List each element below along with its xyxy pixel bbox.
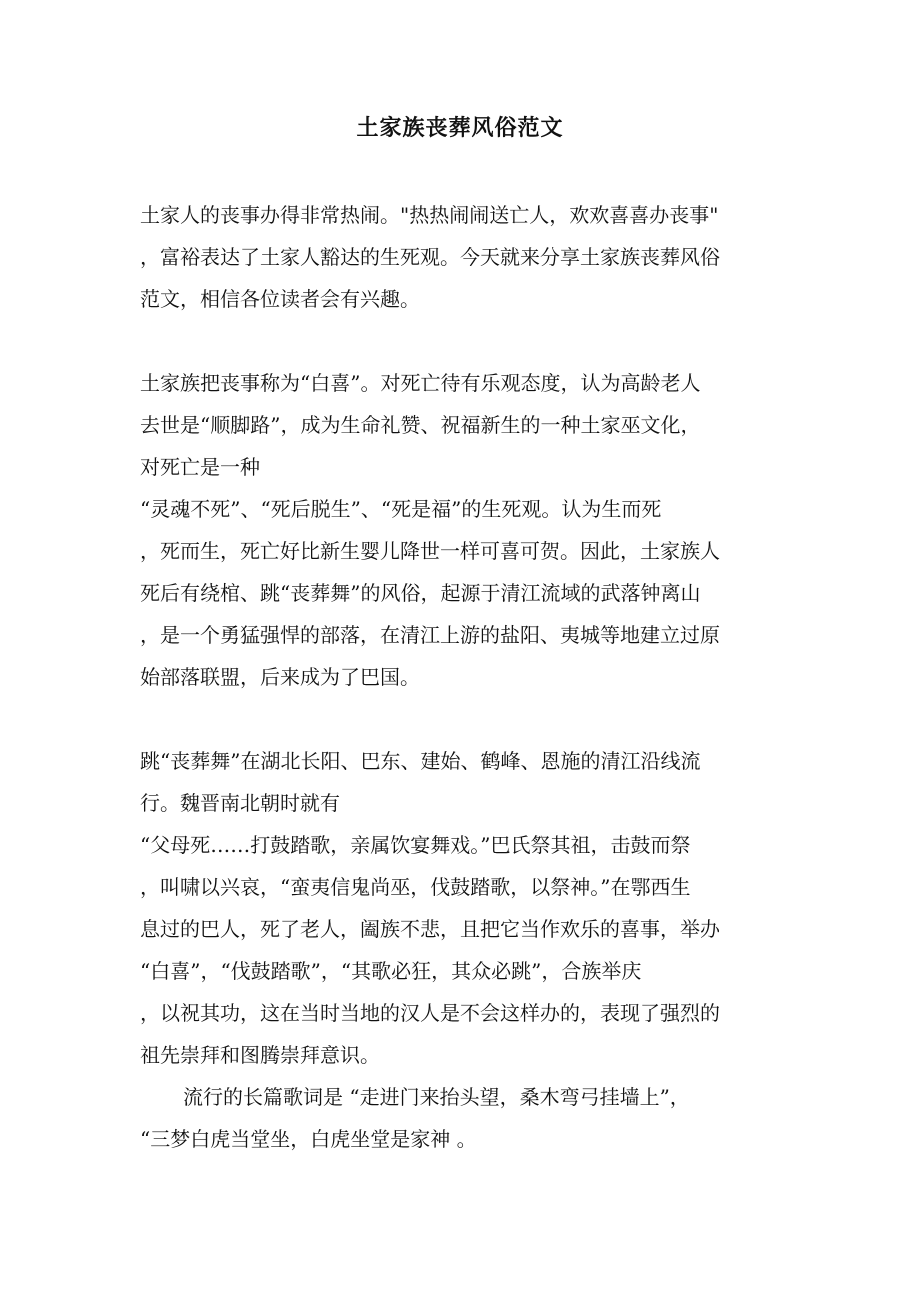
text-line: ，富裕表达了土家人豁达的生死观。今天就来分享土家族丧葬风俗 [140, 245, 720, 269]
text-line: 土家人的丧事办得非常热闹。"热热闹闹送亡人，欢欢喜喜办丧事" [140, 203, 719, 227]
text-line: “三梦白虎当堂坐，白虎坐堂是家神 。 [140, 1127, 477, 1151]
text-line: 始部落联盟，后来成为了巴国。 [140, 665, 420, 689]
text-line: ，叫啸以兴哀，“蛮夷信鬼尚巫，伐鼓踏歌，以祭神。”在鄂西生 [140, 875, 691, 899]
text-line: ，以祝其功，这在当时当地的汉人是不会这样办的，表现了强烈的 [140, 1001, 720, 1025]
text-line: 死后有绕棺、跳“丧葬舞”的风俗，起源于清江流域的武落钟离山 [140, 581, 701, 605]
text-line: ，死而生，死亡好比新生婴儿降世一样可喜可贺。因此，土家族人 [140, 539, 720, 563]
text-line: 行。魏晋南北朝时就有 [140, 791, 340, 815]
text-line: 流行的长篇歌词是 “走进门来抬头望，桑木弯弓挂墙上”， [183, 1085, 690, 1109]
text-line: 去世是“顺脚路”，成为生命礼赞、祝福新生的一种土家巫文化， [140, 413, 701, 437]
text-line: ，是一个勇猛强悍的部落，在清江上游的盐阳、夷城等地建立过原 [140, 623, 720, 647]
text-line: 祖先崇拜和图腾崇拜意识。 [140, 1043, 380, 1067]
document-title: 土家族丧葬风俗范文 [356, 115, 564, 141]
text-line: 跳“丧葬舞”在湖北长阳、巴东、建始、鹤峰、恩施的清江沿线流 [140, 749, 701, 773]
text-line: “灵魂不死”、“死后脱生”、“死是福”的生死观。认为生而死 [140, 497, 662, 521]
text-line: “父母死……打鼓踏歌，亲属饮宴舞戏。”巴氏祭其祖，击鼓而祭 [140, 833, 691, 857]
text-line: 息过的巴人，死了老人，阖族不悲，且把它当作欢乐的喜事，举办 [140, 917, 720, 941]
text-line: 范文，相信各位读者会有兴趣。 [140, 287, 420, 311]
text-line: 对死亡是一种 [140, 455, 260, 479]
text-line: 土家族把丧事称为“白喜”。对死亡待有乐观态度，认为高龄老人 [140, 371, 701, 395]
text-line: “白喜”，“伐鼓踏歌”，“其歌必狂，其众必跳”，合族举庆 [140, 959, 642, 983]
